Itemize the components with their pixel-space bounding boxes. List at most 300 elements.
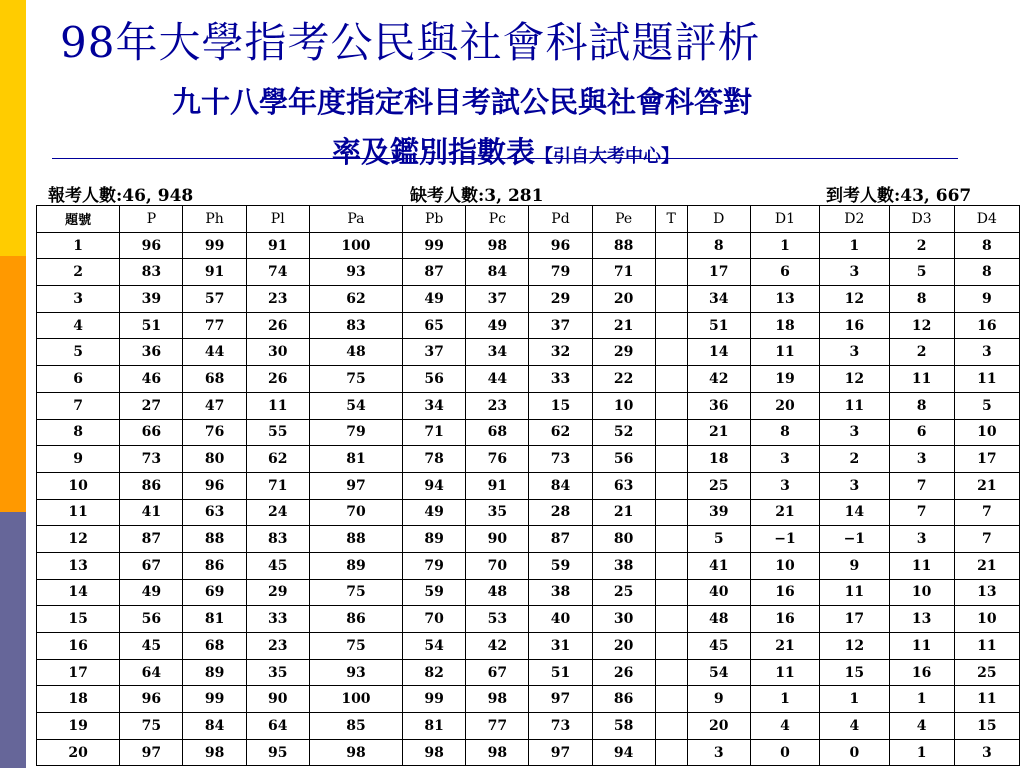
table-cell: 34 (403, 392, 466, 419)
table-cell: 97 (529, 686, 592, 713)
table-row (37, 366, 1020, 393)
table-cell: 88 (183, 526, 246, 553)
stat-attended: 到考人數:43, 667 (826, 186, 972, 206)
table-cell: 11 (889, 366, 954, 393)
table-cell: 87 (120, 526, 183, 553)
table-cell: 37 (529, 312, 592, 339)
table-cell: 29 (592, 339, 655, 366)
table-cell: 15 (954, 713, 1019, 740)
table-cell: −1 (750, 526, 819, 553)
table-cell: 21 (954, 472, 1019, 499)
table-row (37, 339, 1020, 366)
table-cell: 73 (529, 713, 592, 740)
table-row (37, 232, 1020, 259)
table-cell: 3 (889, 526, 954, 553)
table-cell: 1 (889, 739, 954, 766)
table-cell: 70 (403, 606, 466, 633)
table-cell: 9 (687, 686, 750, 713)
table-cell (655, 339, 687, 366)
table-cell: 59 (529, 552, 592, 579)
table-cell: 12 (820, 286, 889, 313)
table-cell: 76 (183, 419, 246, 446)
table-cell: 10 (954, 419, 1019, 446)
column-header: 題號 (37, 206, 120, 233)
table-cell: 33 (529, 366, 592, 393)
table-cell: 75 (120, 713, 183, 740)
table-cell: 33 (246, 606, 309, 633)
column-header: D4 (954, 206, 1019, 233)
table-cell: 15 (529, 392, 592, 419)
table-cell: 48 (687, 606, 750, 633)
table-cell: 58 (592, 713, 655, 740)
table-cell: 22 (592, 366, 655, 393)
table-cell: 26 (246, 366, 309, 393)
table-cell: 20 (592, 633, 655, 660)
table-cell (655, 686, 687, 713)
table-cell: 3 (820, 339, 889, 366)
table-cell: 95 (246, 739, 309, 766)
table-cell: 79 (403, 552, 466, 579)
table-cell: 4 (750, 713, 819, 740)
table-cell: 80 (592, 526, 655, 553)
table-cell: 40 (529, 606, 592, 633)
table-cell: 30 (592, 606, 655, 633)
table-cell: 34 (466, 339, 529, 366)
title-divider (52, 158, 958, 159)
table-cell: 17 (820, 606, 889, 633)
table-cell: 73 (120, 446, 183, 473)
table-cell: 41 (120, 499, 183, 526)
table-cell: 81 (309, 446, 402, 473)
table-cell: 86 (592, 686, 655, 713)
table-cell: 38 (592, 552, 655, 579)
table-cell: 21 (750, 499, 819, 526)
table-cell: 98 (309, 739, 402, 766)
table-row (37, 259, 1020, 286)
table-row (37, 312, 1020, 339)
table-cell: 86 (120, 472, 183, 499)
table-cell: 34 (687, 286, 750, 313)
table-cell: 47 (183, 392, 246, 419)
table-cell: 87 (529, 526, 592, 553)
table-cell: 49 (403, 286, 466, 313)
table-cell: 8 (954, 259, 1019, 286)
table-cell: 98 (466, 739, 529, 766)
table-cell: 62 (309, 286, 402, 313)
table-cell: 17 (954, 446, 1019, 473)
table-cell: 63 (592, 472, 655, 499)
table-cell: 48 (466, 579, 529, 606)
table-cell: 19 (750, 366, 819, 393)
table-cell: 5 (954, 392, 1019, 419)
table-cell: 71 (403, 419, 466, 446)
table-cell: 18 (687, 446, 750, 473)
table-row (37, 606, 1020, 633)
table-cell: 56 (592, 446, 655, 473)
table-cell: 75 (309, 366, 402, 393)
table-cell: 26 (592, 659, 655, 686)
table-cell: 87 (403, 259, 466, 286)
table-cell (655, 286, 687, 313)
table-cell: 99 (183, 686, 246, 713)
column-header: Pl (246, 206, 309, 233)
table-cell: 17 (687, 259, 750, 286)
table-cell: 4 (820, 713, 889, 740)
table-cell: 25 (954, 659, 1019, 686)
table-cell: 91 (246, 232, 309, 259)
table-cell: 42 (687, 366, 750, 393)
table-cell: 23 (246, 633, 309, 660)
table-cell: 84 (183, 713, 246, 740)
table-cell: 29 (246, 579, 309, 606)
column-header: D2 (820, 206, 889, 233)
table-cell: 64 (246, 713, 309, 740)
table-cell (655, 659, 687, 686)
table-cell: 13 (750, 286, 819, 313)
table-cell (655, 579, 687, 606)
table-cell: 90 (466, 526, 529, 553)
table-cell: 11 (246, 392, 309, 419)
table-cell: 45 (120, 633, 183, 660)
table-cell: 3 (750, 472, 819, 499)
table-cell: 97 (529, 739, 592, 766)
table-cell: 16 (889, 659, 954, 686)
column-header: Pb (403, 206, 466, 233)
table-body (37, 232, 1020, 766)
table-row (37, 633, 1020, 660)
table-cell: 39 (687, 499, 750, 526)
table-cell: 98 (183, 739, 246, 766)
table-cell (655, 633, 687, 660)
stat-applicants: 報考人數:46, 948 (48, 186, 194, 206)
column-header: T (655, 206, 687, 233)
table-cell: 3 (687, 739, 750, 766)
table-cell: 11 (954, 366, 1019, 393)
table-cell: 15 (37, 606, 120, 633)
table-cell: 51 (120, 312, 183, 339)
table-cell: 28 (529, 499, 592, 526)
table-cell: 69 (183, 579, 246, 606)
table-cell: 3 (954, 339, 1019, 366)
table-cell: 1 (889, 686, 954, 713)
column-header: P (120, 206, 183, 233)
table-cell: 100 (309, 686, 402, 713)
table-cell: 14 (37, 579, 120, 606)
table-cell: 12 (820, 633, 889, 660)
table-cell: 84 (466, 259, 529, 286)
table-cell: 93 (309, 659, 402, 686)
table-cell: 5 (889, 259, 954, 286)
table-cell: 70 (466, 552, 529, 579)
table-cell: 3 (820, 472, 889, 499)
table-cell: 63 (183, 499, 246, 526)
table-cell: 77 (183, 312, 246, 339)
table-cell: 74 (246, 259, 309, 286)
table-cell: 10 (889, 579, 954, 606)
stat-absent: 缺考人數:3, 281 (410, 186, 544, 206)
table-cell: 51 (687, 312, 750, 339)
table-cell: 81 (403, 713, 466, 740)
subtitle-line2-text: 率及鑑別指數表 (332, 135, 536, 169)
table-cell: 7 (954, 499, 1019, 526)
table-cell: 16 (820, 312, 889, 339)
table-cell: 62 (246, 446, 309, 473)
table-cell: 44 (466, 366, 529, 393)
table-cell: 49 (466, 312, 529, 339)
table-cell: 0 (820, 739, 889, 766)
table-cell: 57 (183, 286, 246, 313)
table-cell: 37 (466, 286, 529, 313)
table-cell: 68 (183, 366, 246, 393)
table-cell: 45 (687, 633, 750, 660)
table-cell: 88 (309, 526, 402, 553)
table-cell: 53 (466, 606, 529, 633)
table-cell: −1 (820, 526, 889, 553)
table-cell (655, 526, 687, 553)
table-cell: 7 (954, 526, 1019, 553)
table-cell: 3 (889, 446, 954, 473)
table-cell: 94 (592, 739, 655, 766)
table-cell: 24 (246, 499, 309, 526)
table-cell: 15 (820, 659, 889, 686)
table-cell: 11 (889, 633, 954, 660)
table-cell: 85 (309, 713, 402, 740)
table-cell (655, 232, 687, 259)
table-cell: 7 (37, 392, 120, 419)
slide-title: 98年大學指考公民與社會科試題評析 (60, 18, 761, 67)
table-cell: 89 (403, 526, 466, 553)
table-cell: 14 (687, 339, 750, 366)
column-header: D (687, 206, 750, 233)
table-cell: 7 (889, 499, 954, 526)
table-cell: 5 (37, 339, 120, 366)
table-cell: 11 (750, 339, 819, 366)
table-cell (655, 552, 687, 579)
table-cell: 93 (309, 259, 402, 286)
table-cell: 77 (466, 713, 529, 740)
table-cell: 39 (120, 286, 183, 313)
table-cell: 36 (687, 392, 750, 419)
table-cell: 16 (37, 633, 120, 660)
table-cell: 44 (183, 339, 246, 366)
table-cell: 35 (466, 499, 529, 526)
table-cell: 79 (309, 419, 402, 446)
table-cell: 10 (954, 606, 1019, 633)
table-row (37, 419, 1020, 446)
table-cell: 20 (687, 713, 750, 740)
table-cell: 10 (750, 552, 819, 579)
table-cell: 20 (37, 739, 120, 766)
table-cell: 12 (37, 526, 120, 553)
table-cell: 64 (120, 659, 183, 686)
table-cell: 30 (246, 339, 309, 366)
table-cell: 48 (309, 339, 402, 366)
table-cell: 2 (37, 259, 120, 286)
item-statistics-table (36, 205, 1020, 766)
table-row (37, 739, 1020, 766)
table-cell: 7 (889, 472, 954, 499)
table-cell: 94 (403, 472, 466, 499)
table-cell: 80 (183, 446, 246, 473)
table-cell: 6 (750, 259, 819, 286)
table-cell: 3 (954, 739, 1019, 766)
table-cell: 21 (592, 312, 655, 339)
table-cell: 11 (954, 633, 1019, 660)
table-row (37, 446, 1020, 473)
table-cell: 62 (529, 419, 592, 446)
table-cell: 6 (889, 419, 954, 446)
table-cell: 96 (183, 472, 246, 499)
table-cell: 52 (592, 419, 655, 446)
table-cell: 25 (592, 579, 655, 606)
table-cell (655, 366, 687, 393)
table-cell: 38 (529, 579, 592, 606)
table-cell: 98 (466, 686, 529, 713)
table-cell: 21 (687, 419, 750, 446)
table-cell: 91 (466, 472, 529, 499)
table-cell: 2 (889, 232, 954, 259)
table-cell: 98 (466, 232, 529, 259)
table-cell (655, 606, 687, 633)
table-cell: 1 (820, 232, 889, 259)
table-row (37, 499, 1020, 526)
table-cell: 25 (687, 472, 750, 499)
table-cell: 90 (246, 686, 309, 713)
table-cell: 8 (889, 286, 954, 313)
accent-bar-orange (0, 256, 26, 512)
table-cell: 1 (820, 686, 889, 713)
table-cell: 5 (687, 526, 750, 553)
table-cell: 0 (750, 739, 819, 766)
table-cell: 3 (820, 259, 889, 286)
slide-subtitle-line2 (332, 130, 679, 171)
table-cell: 71 (592, 259, 655, 286)
table-cell: 99 (183, 232, 246, 259)
table-cell: 70 (309, 499, 402, 526)
table-cell: 42 (466, 633, 529, 660)
table-cell: 49 (120, 579, 183, 606)
table-cell (655, 472, 687, 499)
table-cell: 96 (529, 232, 592, 259)
table-cell: 16 (750, 606, 819, 633)
table-header-row (37, 206, 1020, 233)
table-cell: 99 (403, 232, 466, 259)
table-cell: 11 (889, 552, 954, 579)
table-cell: 35 (246, 659, 309, 686)
table-cell: 45 (246, 552, 309, 579)
table-cell: 18 (750, 312, 819, 339)
table-cell: 54 (687, 659, 750, 686)
table-cell: 51 (529, 659, 592, 686)
table-row (37, 686, 1020, 713)
table-cell: 11 (750, 659, 819, 686)
table-cell: 99 (403, 686, 466, 713)
table-cell: 97 (309, 472, 402, 499)
table-cell: 8 (37, 419, 120, 446)
table-cell: 54 (309, 392, 402, 419)
table-cell: 49 (403, 499, 466, 526)
table-cell: 54 (403, 633, 466, 660)
table-cell: 68 (466, 419, 529, 446)
table-cell: 26 (246, 312, 309, 339)
table-cell: 12 (820, 366, 889, 393)
table-row (37, 392, 1020, 419)
table-cell: 14 (820, 499, 889, 526)
table-cell: 10 (37, 472, 120, 499)
table-row (37, 526, 1020, 553)
table-cell: 65 (403, 312, 466, 339)
table-cell: 46 (120, 366, 183, 393)
table-cell: 16 (750, 579, 819, 606)
table-cell: 97 (120, 739, 183, 766)
table-row (37, 659, 1020, 686)
table-cell: 40 (687, 579, 750, 606)
table-cell: 32 (529, 339, 592, 366)
column-header: D3 (889, 206, 954, 233)
table-cell: 12 (889, 312, 954, 339)
table-cell: 96 (120, 686, 183, 713)
table-cell (655, 739, 687, 766)
table-cell (655, 259, 687, 286)
table-cell: 56 (120, 606, 183, 633)
table-cell: 88 (592, 232, 655, 259)
table-cell: 11 (954, 686, 1019, 713)
table-cell: 3 (750, 446, 819, 473)
table-cell: 83 (246, 526, 309, 553)
table-cell: 21 (954, 552, 1019, 579)
table-cell: 68 (183, 633, 246, 660)
table-cell: 11 (820, 392, 889, 419)
table-cell: 56 (403, 366, 466, 393)
table-cell: 89 (309, 552, 402, 579)
table-cell: 81 (183, 606, 246, 633)
column-header: Pd (529, 206, 592, 233)
table-row (37, 286, 1020, 313)
table-cell (655, 446, 687, 473)
table-cell: 82 (403, 659, 466, 686)
source-note: 【引自大考中心】 (535, 146, 680, 167)
table-cell: 75 (309, 579, 402, 606)
table-row (37, 579, 1020, 606)
table-cell: 19 (37, 713, 120, 740)
table-cell: 9 (820, 552, 889, 579)
table-cell: 8 (750, 419, 819, 446)
table-cell: 76 (466, 446, 529, 473)
table-cell: 41 (687, 552, 750, 579)
table-cell: 91 (183, 259, 246, 286)
table-cell: 36 (120, 339, 183, 366)
table-cell: 37 (403, 339, 466, 366)
table-cell: 9 (954, 286, 1019, 313)
table-cell: 23 (466, 392, 529, 419)
table-cell: 79 (529, 259, 592, 286)
table-cell: 2 (889, 339, 954, 366)
accent-bar-purple (0, 512, 26, 768)
table-cell: 9 (37, 446, 120, 473)
column-header: Pa (309, 206, 402, 233)
table-cell: 16 (954, 312, 1019, 339)
table-cell: 1 (750, 232, 819, 259)
column-header: Pc (466, 206, 529, 233)
table-cell: 4 (37, 312, 120, 339)
table-cell (655, 419, 687, 446)
table-cell: 20 (750, 392, 819, 419)
table-cell: 96 (120, 232, 183, 259)
accent-bar-yellow (0, 0, 26, 256)
table-cell: 11 (37, 499, 120, 526)
table-cell: 23 (246, 286, 309, 313)
slide-subtitle-line1: 九十八學年度指定科目考試公民與社會科答對 (172, 85, 753, 119)
